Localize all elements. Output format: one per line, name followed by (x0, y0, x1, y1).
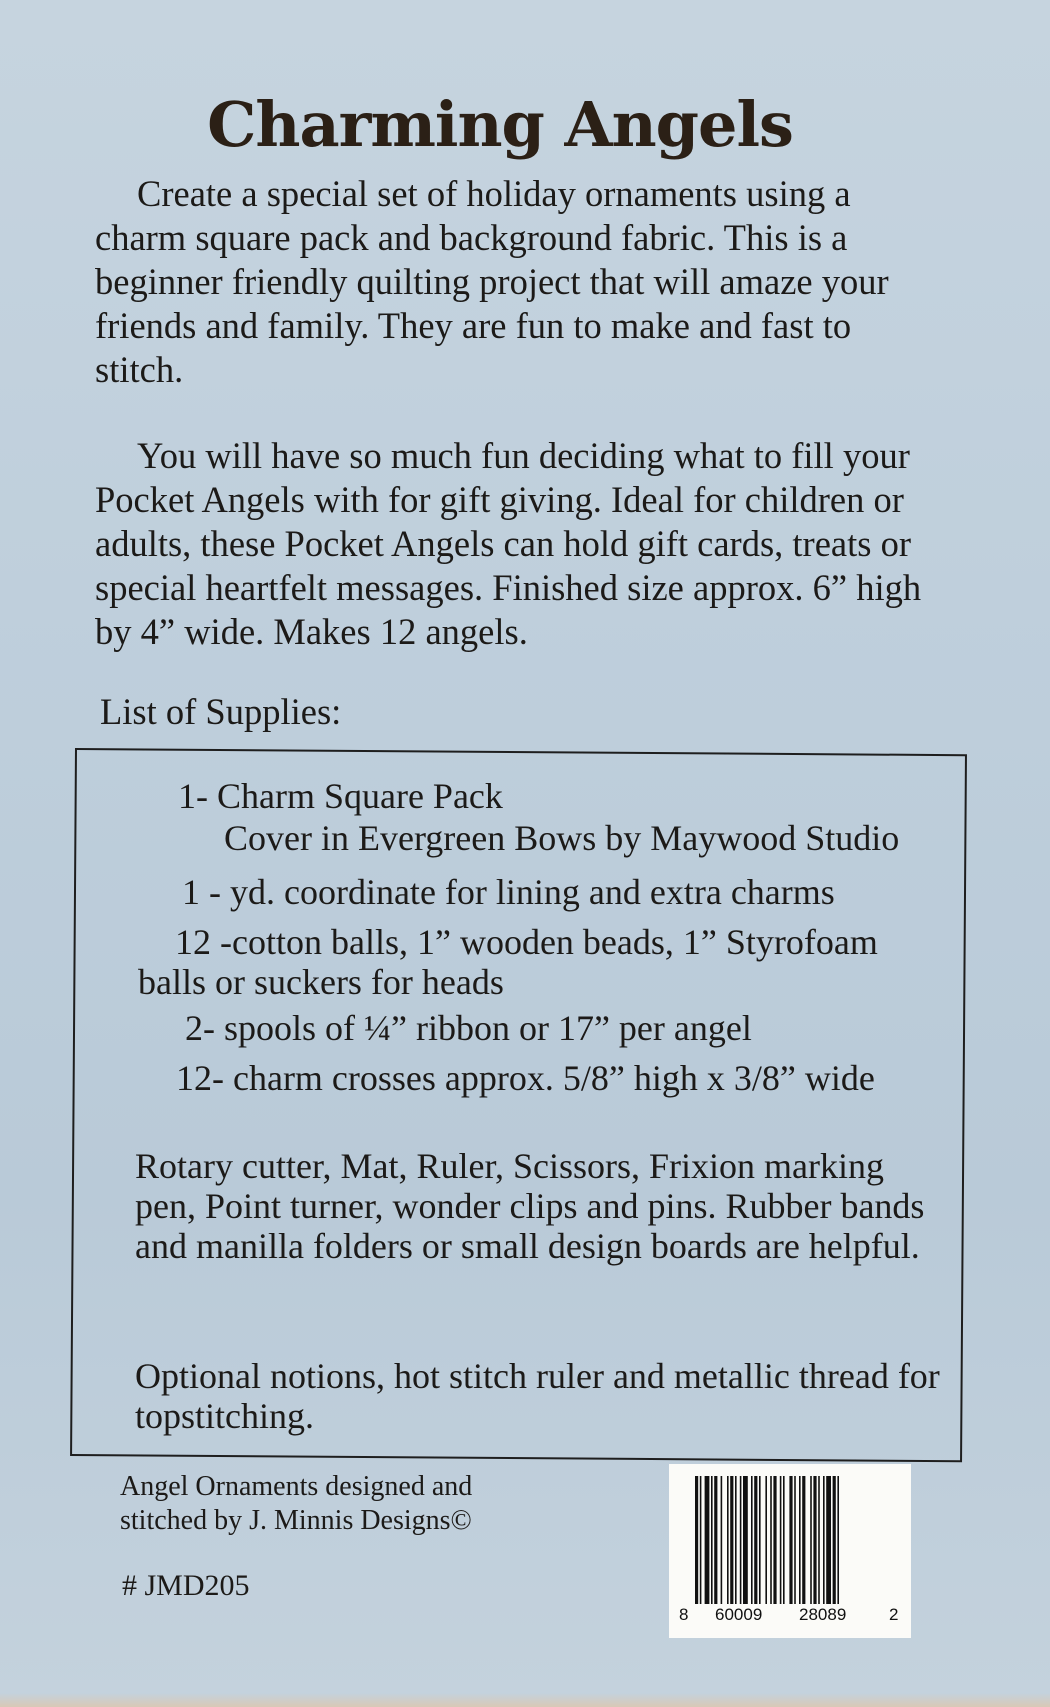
supply-item-3-detail: balls or suckers for heads (138, 962, 504, 1002)
product-code: # JMD205 (122, 1569, 250, 1602)
intro-paragraph-1: Create a special set of holiday ornaments using a charm square pack and background fabric. This is a beginner friendly quilting project that will amaze your friends and family. They are fun to make and fast to stitch. (95, 173, 889, 390)
tools-paragraph: Rotary cutter, Mat, Ruler, Scissors, Frixion marking pen, Point turner, wonder clips and pins. Rubber bands and manilla folders or small design boards are helpful. (135, 1146, 925, 1266)
supply-item-1-detail: Cover in Evergreen Bows by Maywood Studio (224, 818, 900, 858)
supply-item-5: 12- charm crosses approx. 5/8” high x 3/8” wide (176, 1058, 875, 1098)
designer-credit: Angel Ornaments designed and stitched by J. Minnis Designs© (120, 1471, 473, 1536)
page-edge (0, 1693, 1050, 1707)
barcode-icon (695, 1476, 887, 1604)
supply-item-4: 2- spools of ¼” ribbon or 17” per angel (185, 1008, 752, 1048)
supply-item-2: 1 - yd. coordinate for lining and extra charms (182, 872, 835, 912)
supply-item-1: 1- Charm Square Pack (178, 776, 503, 816)
supplies-heading: List of Supplies: (100, 691, 342, 732)
intro-paragraph-2: You will have so much fun deciding what to fill your Pocket Angels with for gift giving. Ideal for children or adults, these Pocket Angels can hold gift cards, treats or special heartfelt messages. Finished size approx. 6” high by 4” wide. Makes 12 angels. (95, 435, 922, 652)
barcode-digits-group-1: 60009 (715, 1605, 763, 1624)
supply-item-3: 12 -cotton balls, 1” wooden beads, 1” Styrofoam (175, 922, 878, 962)
barcode-digits-group-2: 28089 (799, 1605, 847, 1624)
optional-notions-paragraph: Optional notions, hot stitch ruler and metallic thread for topstitching. (135, 1356, 940, 1436)
page-title: Charming Angels (207, 88, 793, 161)
barcode-digit-right: 2 (889, 1605, 899, 1624)
barcode-digit-left: 8 (679, 1605, 689, 1624)
barcode-label (669, 1464, 911, 1638)
